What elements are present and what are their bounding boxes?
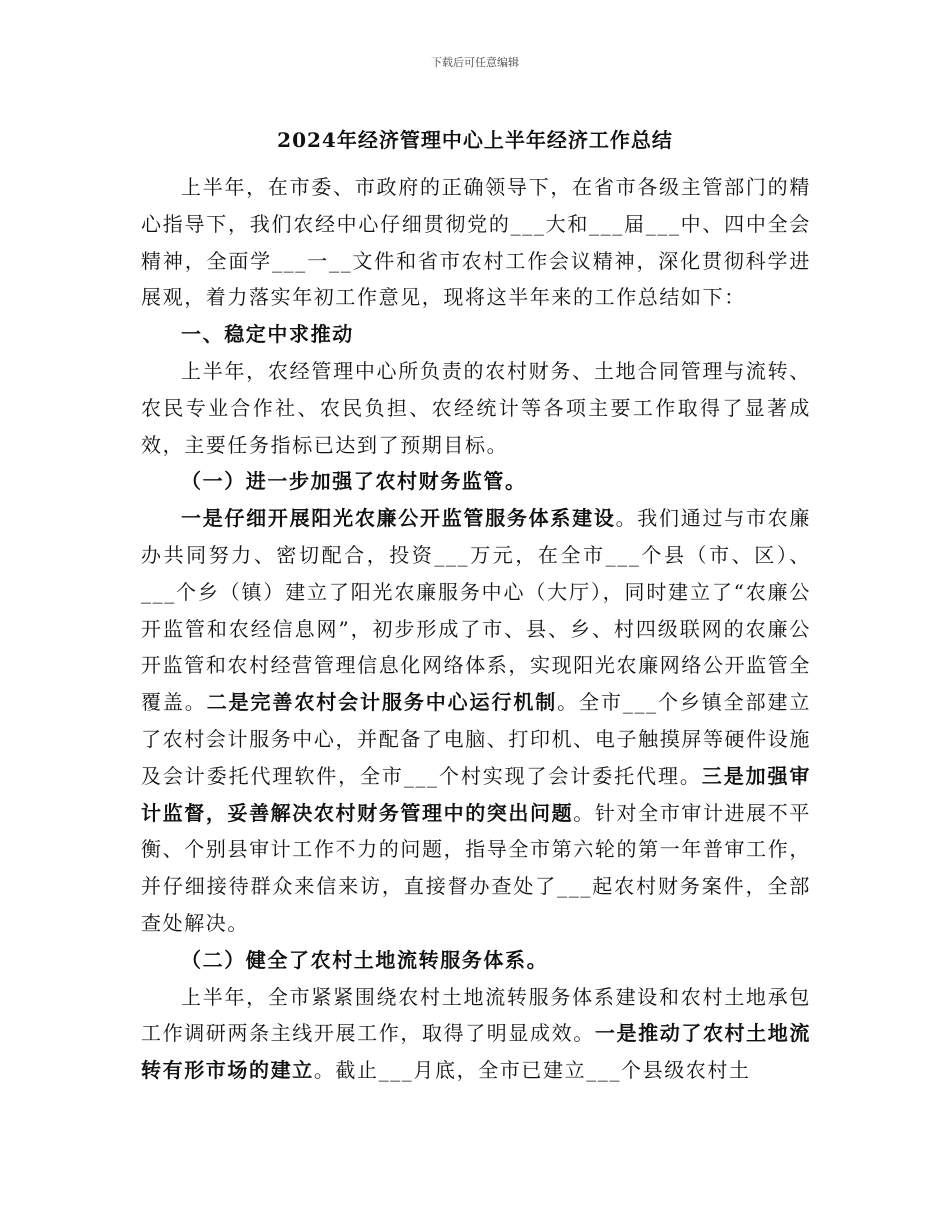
subsection-2-paragraph: [141, 979, 811, 1089]
document-body: [141, 169, 811, 1089]
subsection-1-paragraph: [141, 500, 811, 942]
subsection-heading-1: （一）进一步加强了农村财务监管。: [181, 469, 527, 494]
point-1-heading: 一是仔细开展阳光农廉公开监管服务体系建设: [181, 506, 616, 531]
point-2-heading: 二是完善农村会计服务中心运行机制: [206, 690, 558, 715]
intro-paragraph: 上半年，在市委、市政府的正确领导下，在省市各级主管部门的精心指导下，我们农经中心仔细贯彻党的___大和___届___中、四中全会精神，全面学___一__文件和省市农村工作会议精神，深化贯彻科学进展观，着力落实年初工作意见，现将这半年来的工作总结如下：: [141, 175, 811, 310]
point-2-text: 。全市___个乡镇全部建立了农村会计服务中心，并配备了电脑、打印机、电子触摸屏等硬件设施及会计委托代理软件，全市___个村实现了会计委托代理。: [141, 690, 811, 788]
sub2-point-1-heading: 一是推动了农村土地流转有形市场的建立: [141, 1021, 811, 1083]
point-3-text: 。针对全市审计进展不平衡、个别县审计工作不力的问题，指导全市第六轮的第一年普审工作，并仔细接待群众来信来访，直接督办查处了___起农村财务案件，全部查处解决。: [141, 800, 811, 935]
subsection-heading-2: （二）健全了农村土地流转服务体系。: [181, 947, 549, 972]
point-3-heading: 三是加强审计监督，妥善解决农村财务管理中的突出问题: [141, 763, 812, 825]
header-note: 下载后可任意编辑: [431, 56, 519, 69]
subsection-2-intro: 上半年，全市紧紧围绕农村土地流转服务体系建设和农村土地承包工作调研两条主线开展工作，取得了明显成效。: [141, 984, 811, 1046]
point-1-text: 。我们通过与市农廉办共同努力、密切配合，投资___万元，在全市___个县（市、区）、___个乡（镇）建立了阳光农廉服务中心（大厅），同时建立了“农廉公开监管和农经信息网”，初步形成了市、县、乡、村四级联网的农廉公开监管和农村经营管理信息化网络体系，实现阳光农廉网络公开监管全覆盖。: [141, 506, 812, 715]
section-heading-1: 一、稳定中求推动: [181, 322, 354, 347]
section-1-paragraph: 上半年，农经管理中心所负责的农村财务、土地合同管理与流转、农民专业合作社、农民负担、农经统计等各项主要工作取得了显著成效，主要任务指标已达到了预期目标。: [141, 358, 811, 457]
sub2-point-1-text: 。截止___月底，全市已建立___个县级农村土: [313, 1058, 751, 1083]
document-title: 2024年经济管理中心上半年经济工作总结: [277, 128, 673, 152]
